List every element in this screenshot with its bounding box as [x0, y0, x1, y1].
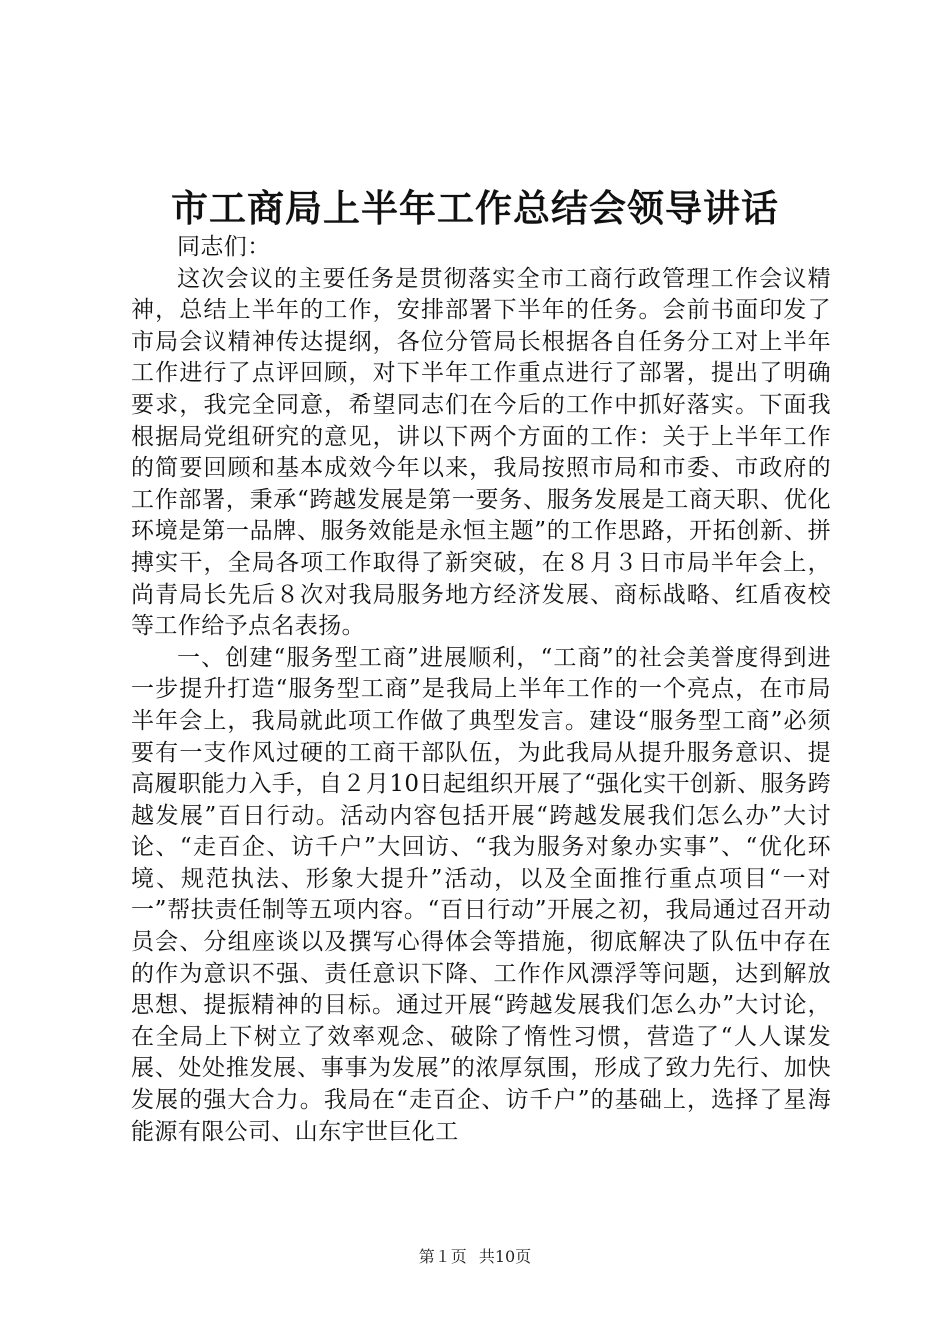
- document-title: 市工商局上半年工作总结会领导讲话: [171, 186, 779, 230]
- page-footer: [0, 1247, 950, 1267]
- page-number: 第１页: [418, 1247, 467, 1266]
- salutation: 同志们：: [177, 234, 271, 260]
- document-body: [131, 232, 831, 1148]
- paragraph-2: 一、创建“服务型工商”进展顺利，“工商”的社会美誉度得到进一步提升打造“服务型工商”是我局上半年工作的一个亮点，在市局半年会上，我局就此项工作做了典型发言。建设“服务型工商”必须要有一支作风过硬的工商干部队伍，为此我局从提升服务意识、提高履职能力入手，自２月10日起组织开展了“强化实干创新、服务跨越发展”百日行动。活动内容包括开展“跨越发展我们怎么办”大讨论、“走百企、访千户”大回访、“我为服务对象办实事”、“优化环境、规范执法、形象大提升”活动，以及全面推行重点项目“一对一”帮扶责任制等五项内容。“百日行动”开展之初，我局通过召开动员会、分组座谈以及撰写心得体会等措施，彻底解决了队伍中存在的作为意识不强、责任意识下降、工作作风漂浮等问题，达到解放思想、提振精神的目标。通过开展“跨越发展我们怎么办”大讨论，在全局上下树立了效率观念、破除了惰性习惯，营造了“人人谋发展、处处推发展、事事为发展”的浓厚氛围，形成了致力先行、加快发展的强大合力。我局在“走百企、访千户”的基础上，选择了星海能源有限公司、山东宇世巨化工: [131, 644, 831, 1145]
- paragraph-1: 这次会议的主要任务是贯彻落实全市工商行政管理工作会议精神，总结上半年的工作，安排部署下半年的任务。会前书面印发了市局会议精神传达提纲，各位分管局长根据各自任务分工对上半年工作进行了点评回顾，对下半年工作重点进行了部署，提出了明确要求，我完全同意，希望同志们在今后的工作中抓好落实。下面我根据局党组研究的意见，讲以下两个方面的工作：关于上半年工作的简要回顾和基本成效今年以来，我局按照市局和市委、市政府的工作部署，秉承“跨越发展是第一要务、服务发展是工商天职、优化环境是第一品牌、服务效能是永恒主题”的工作思路，开拓创新、拼搏实干，全局各项工作取得了新突破，在８月３日市局半年会上，尚青局长先后８次对我局服务地方经济发展、商标战略、红盾夜校等工作给予点名表扬。: [131, 265, 831, 640]
- page-total: 共10页: [478, 1247, 532, 1266]
